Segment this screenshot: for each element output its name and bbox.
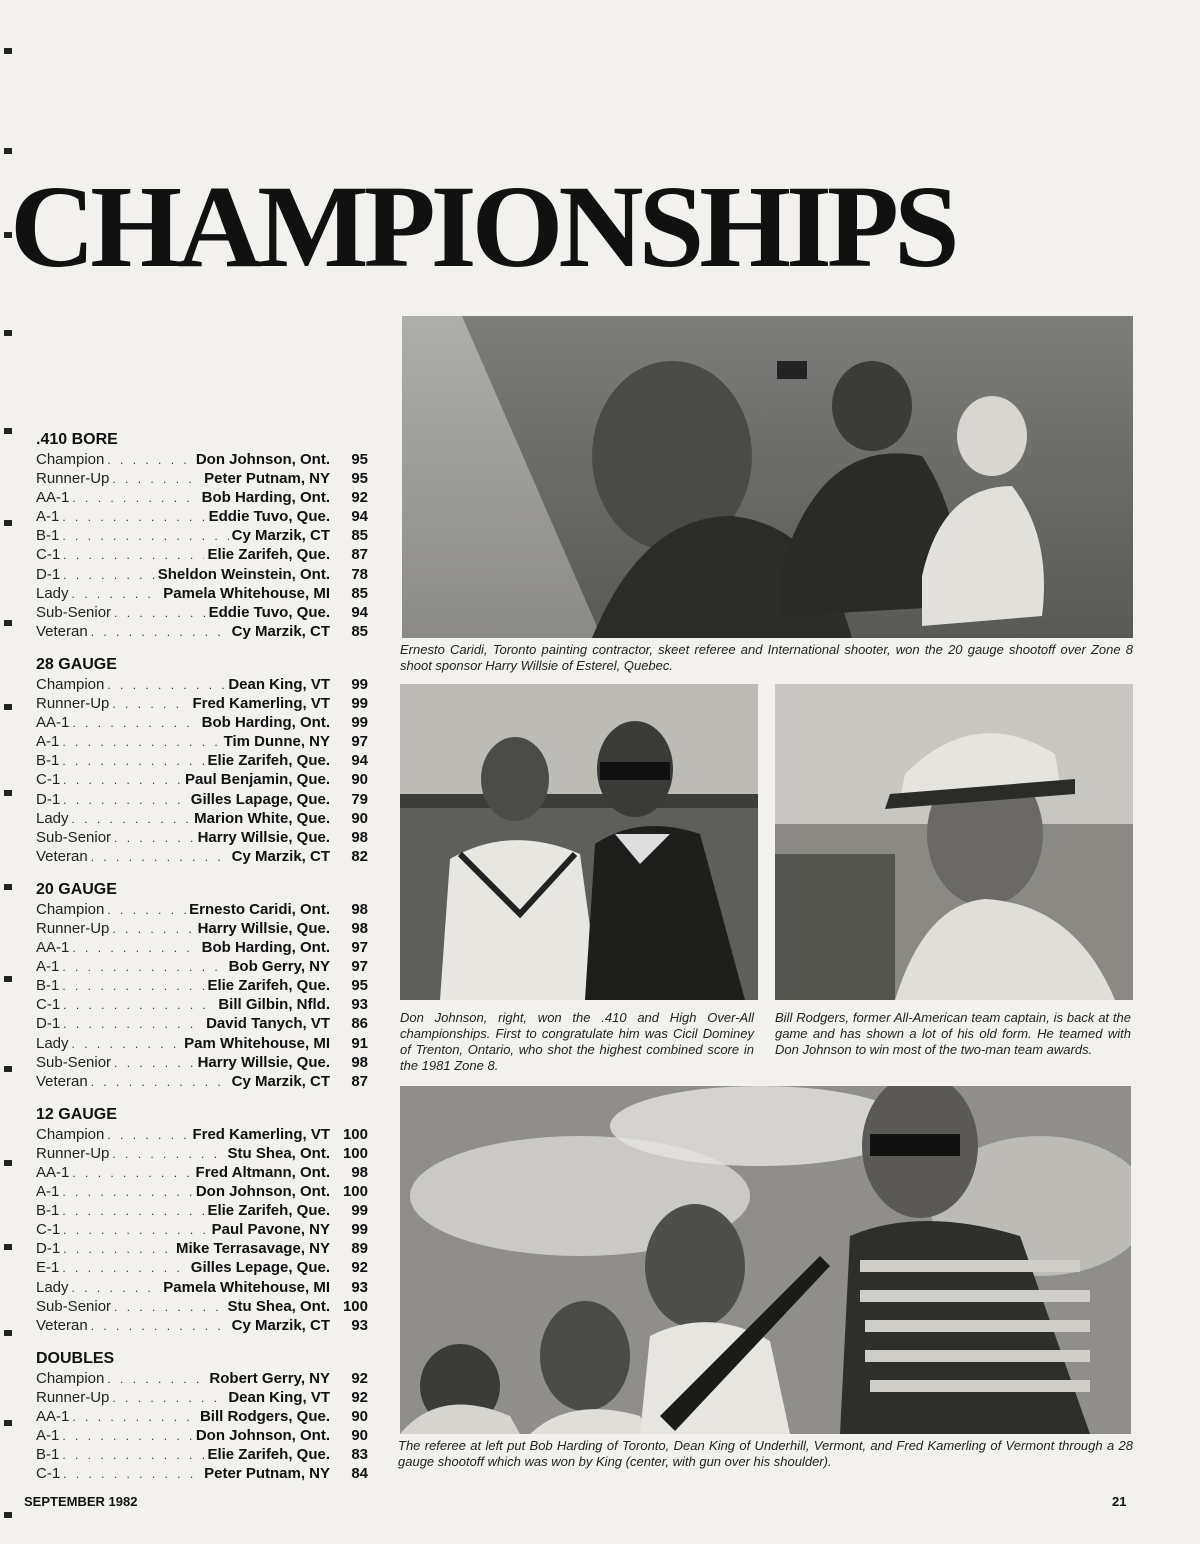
- photo-caridi-shootoff: [402, 316, 1133, 638]
- result-row: [36, 1297, 368, 1316]
- dot-leader: [72, 1279, 161, 1298]
- result-row: [36, 1464, 368, 1483]
- dot-leader: [112, 695, 189, 714]
- margin-mark: [4, 1160, 12, 1166]
- category-label: B-1: [36, 527, 60, 545]
- score: 99: [351, 714, 368, 732]
- score: 100: [342, 1125, 368, 1143]
- category-label: Sub-Senior: [36, 828, 112, 846]
- dot-leader: [112, 920, 194, 939]
- result-row: [36, 694, 368, 713]
- margin-mark: [4, 1330, 12, 1336]
- score: 90: [351, 1427, 368, 1445]
- winner-name: Paul Pavone, NY: [211, 1221, 330, 1239]
- result-row: [36, 603, 368, 622]
- winner-name: Cy Marzik, CT: [231, 1316, 330, 1334]
- dot-leader: [107, 1126, 189, 1145]
- winner-name: Dean King, VT: [228, 675, 330, 693]
- results-section: [36, 1105, 368, 1335]
- result-row: [36, 1125, 368, 1144]
- dot-leader: [72, 489, 198, 508]
- score: 99: [351, 675, 368, 693]
- result-row: [36, 584, 368, 603]
- winner-name: Elie Zarifeh, Que.: [207, 977, 330, 995]
- category-label: C-1: [36, 546, 61, 564]
- dot-leader: [62, 1427, 193, 1446]
- score: 95: [351, 451, 368, 468]
- category-label: A-1: [36, 733, 60, 751]
- score: 98: [351, 900, 368, 918]
- result-row: [36, 938, 368, 957]
- category-label: Veteran: [36, 1316, 88, 1334]
- winner-name: Bill Gilbin, Nfld.: [218, 996, 330, 1014]
- caption-johnson: Don Johnson, right, won the .410 and High Over-All championships. First to congratulate him was Cicil Dominey of Trenton, Ontario, who shot the highest combined score in the 1981 Zone 8.: [400, 1010, 754, 1073]
- dot-leader: [72, 1035, 182, 1054]
- margin-mark: [4, 976, 12, 982]
- section-title: 28 GAUGE: [36, 655, 117, 673]
- result-row: [36, 469, 368, 488]
- results-section: [36, 1349, 368, 1484]
- dot-leader: [107, 1370, 206, 1389]
- dot-leader: [114, 1054, 195, 1073]
- dot-leader: [91, 848, 229, 867]
- score: 86: [351, 1015, 368, 1033]
- result-row: [36, 488, 368, 507]
- score: 90: [351, 809, 368, 827]
- winner-name: Eddie Tuvo, Que.: [208, 603, 330, 621]
- category-label: B-1: [36, 1202, 60, 1220]
- result-row: [36, 1316, 368, 1335]
- score: 94: [351, 508, 368, 526]
- score: 92: [351, 1369, 368, 1387]
- dot-leader: [62, 1183, 193, 1202]
- margin-mark: [4, 1244, 12, 1250]
- score: 100: [342, 1183, 368, 1201]
- result-row: [36, 1445, 368, 1464]
- result-row: [36, 1388, 368, 1407]
- winner-name: Paul Benjamin, Que.: [184, 771, 330, 789]
- category-label: Lady: [36, 584, 69, 602]
- dot-leader: [91, 1317, 229, 1336]
- dot-leader: [63, 791, 188, 810]
- page-headline: CHAMPIONSHIPS: [10, 161, 955, 292]
- margin-mark: [4, 520, 12, 526]
- score: 87: [351, 546, 368, 564]
- category-label: Lady: [36, 809, 69, 827]
- category-label: B-1: [36, 977, 60, 995]
- score: 84: [351, 1465, 368, 1483]
- winner-name: Peter Putnam, NY: [204, 470, 330, 488]
- score: 98: [351, 919, 368, 937]
- margin-mark: [4, 1512, 12, 1518]
- category-label: C-1: [36, 1465, 61, 1483]
- winner-name: Marion White, Que.: [194, 809, 330, 827]
- category-label: Lady: [36, 1278, 69, 1296]
- category-label: AA-1: [36, 714, 70, 732]
- results-section: [36, 880, 368, 1091]
- category-label: Runner-Up: [36, 919, 110, 937]
- photo-rodgers: [775, 684, 1133, 1000]
- score: 93: [351, 1278, 368, 1296]
- dot-leader: [62, 1446, 204, 1465]
- dot-leader: [91, 623, 229, 642]
- winner-name: Pamela Whitehouse, MI: [163, 584, 330, 602]
- score: 98: [351, 1164, 368, 1181]
- section-title: 12 GAUGE: [36, 1105, 117, 1123]
- score: 91: [351, 1034, 368, 1052]
- score: 85: [351, 584, 368, 602]
- result-row: [36, 995, 368, 1014]
- result-row: [36, 675, 368, 694]
- result-row: [36, 1258, 368, 1277]
- dot-leader: [63, 771, 182, 790]
- winner-name: Dean King, VT: [228, 1388, 330, 1406]
- category-label: D-1: [36, 565, 61, 583]
- result-row: [36, 713, 368, 732]
- caption-caridi: Ernesto Caridi, Toronto painting contractor, skeet referee and International shooter, won the 20 gauge shootoff over Zone 8 shoot sponsor Harry Willsie of Esterel, Quebec.: [400, 642, 1133, 673]
- winner-name: Elie Zarifeh, Que.: [207, 1202, 330, 1220]
- category-label: Lady: [36, 1034, 69, 1052]
- winner-name: Cy Marzik, CT: [231, 1072, 330, 1090]
- result-row: [36, 507, 368, 526]
- results-section: [36, 430, 368, 641]
- dot-leader: [114, 829, 195, 848]
- result-row: [36, 1072, 368, 1091]
- dot-leader: [62, 977, 204, 996]
- score: 94: [351, 752, 368, 770]
- dot-leader: [63, 1015, 203, 1034]
- score: 79: [351, 790, 368, 808]
- winner-name: Don Johnson, Ont.: [195, 1427, 330, 1445]
- winner-name: Bob Harding, Ont.: [201, 714, 330, 732]
- score: 94: [351, 603, 368, 621]
- dot-leader: [62, 733, 220, 752]
- category-label: A-1: [36, 958, 60, 976]
- score: 100: [342, 1297, 368, 1315]
- winner-name: Gilles Lapage, Que.: [190, 790, 330, 808]
- dot-leader: [62, 527, 228, 546]
- winner-name: Pam Whitehouse, MI: [184, 1034, 330, 1052]
- winner-name: Robert Gerry, NY: [209, 1369, 330, 1387]
- winner-name: Fred Altmann, Ont.: [195, 1164, 330, 1181]
- dot-leader: [72, 714, 198, 733]
- score: 90: [351, 771, 368, 789]
- result-row: [36, 1239, 368, 1258]
- category-label: Champion: [36, 675, 105, 693]
- winner-name: Tim Dunne, NY: [223, 733, 330, 751]
- winner-name: Elie Zarifeh, Que.: [207, 546, 330, 564]
- score: 100: [342, 1144, 368, 1162]
- winner-name: Elie Zarifeh, Que.: [207, 752, 330, 770]
- footer-page-number: 21: [1112, 1494, 1127, 1509]
- winner-name: Sheldon Weinstein, Ont.: [157, 565, 330, 583]
- dot-leader: [63, 1465, 201, 1484]
- score: 93: [351, 1316, 368, 1334]
- result-row: [36, 809, 368, 828]
- photo-rodgers-image: [775, 684, 1133, 1000]
- category-label: Runner-Up: [36, 470, 110, 488]
- winner-name: Cy Marzik, CT: [231, 622, 330, 640]
- result-row: [36, 751, 368, 770]
- photo-28-gauge-shootoff-image: [400, 1086, 1131, 1434]
- result-row: [36, 622, 368, 641]
- dot-leader: [72, 1408, 197, 1427]
- caption-shootoff: The referee at left put Bob Harding of Toronto, Dean King of Underhill, Vermont, and Fred Kamerling of Vermont through a 28 gauge shootoff which was won by King (center, with gun over his shoulder).: [398, 1438, 1133, 1469]
- category-label: D-1: [36, 790, 61, 808]
- score: 87: [351, 1072, 368, 1090]
- dot-leader: [63, 1221, 208, 1240]
- result-row: [36, 976, 368, 995]
- winner-name: Cy Marzik, CT: [231, 527, 330, 545]
- score: 89: [351, 1240, 368, 1258]
- dot-leader: [62, 1202, 204, 1221]
- result-row: [36, 732, 368, 751]
- winner-name: Don Johnson, Ont.: [195, 451, 330, 468]
- score: 83: [351, 1446, 368, 1464]
- result-row: [36, 1201, 368, 1220]
- category-label: Champion: [36, 1125, 105, 1143]
- section-title: .410 BORE: [36, 431, 118, 448]
- result-row: [36, 1369, 368, 1388]
- section-title: 20 GAUGE: [36, 880, 117, 898]
- dot-leader: [63, 546, 204, 565]
- margin-mark: [4, 1066, 12, 1072]
- winner-name: Elie Zarifeh, Que.: [207, 1446, 330, 1464]
- dot-leader: [114, 1298, 224, 1317]
- result-row: [36, 526, 368, 545]
- dot-leader: [72, 810, 192, 829]
- margin-mark: [4, 704, 12, 710]
- result-row: [36, 1426, 368, 1445]
- result-row: [36, 565, 368, 584]
- photo-johnson-dominey-image: [400, 684, 758, 1000]
- result-row: [36, 450, 368, 469]
- dot-leader: [62, 752, 204, 771]
- category-label: Runner-Up: [36, 1144, 110, 1162]
- result-row: [36, 1220, 368, 1239]
- category-label: Sub-Senior: [36, 603, 112, 621]
- category-label: Champion: [36, 451, 105, 468]
- category-label: Champion: [36, 1369, 105, 1387]
- winner-name: Eddie Tuvo, Que.: [208, 508, 330, 526]
- score: 97: [351, 939, 368, 957]
- result-row: [36, 1144, 368, 1163]
- dot-leader: [114, 604, 206, 623]
- category-label: D-1: [36, 1240, 61, 1258]
- category-label: C-1: [36, 1221, 61, 1239]
- winner-name: Harry Willsie, Que.: [197, 1053, 330, 1071]
- winner-name: Pamela Whitehouse, MI: [163, 1278, 330, 1296]
- dot-leader: [112, 470, 201, 489]
- winner-name: Harry Willsie, Que.: [197, 828, 330, 846]
- category-label: AA-1: [36, 489, 70, 507]
- result-row: [36, 957, 368, 976]
- winner-name: Mike Terrasavage, NY: [176, 1240, 330, 1258]
- dot-leader: [107, 901, 186, 920]
- dot-leader: [112, 1145, 224, 1164]
- category-label: E-1: [36, 1259, 60, 1277]
- score: 99: [351, 695, 368, 713]
- results-section: [36, 655, 368, 866]
- dot-leader: [63, 996, 215, 1015]
- score: 85: [351, 527, 368, 545]
- category-label: C-1: [36, 771, 61, 789]
- margin-mark: [4, 148, 12, 154]
- dot-leader: [72, 1164, 192, 1183]
- margin-mark: [4, 330, 12, 336]
- dot-leader: [72, 585, 161, 604]
- result-row: [36, 847, 368, 866]
- category-label: Champion: [36, 900, 105, 918]
- category-label: B-1: [36, 752, 60, 770]
- category-label: Sub-Senior: [36, 1297, 112, 1315]
- winner-name: Harry Willsie, Que.: [197, 919, 330, 937]
- dot-leader: [63, 1240, 173, 1259]
- winner-name: Stu Shea, Ont.: [227, 1297, 330, 1315]
- category-label: Veteran: [36, 847, 88, 865]
- margin-mark: [4, 884, 12, 890]
- winner-name: Gilles Lepage, Que.: [190, 1259, 330, 1277]
- dot-leader: [107, 676, 225, 695]
- result-row: [36, 1407, 368, 1426]
- score: 85: [351, 622, 368, 640]
- dot-leader: [72, 939, 198, 958]
- winner-name: Cy Marzik, CT: [231, 847, 330, 865]
- score: 95: [351, 977, 368, 995]
- dot-leader: [63, 566, 155, 585]
- score: 82: [351, 847, 368, 865]
- result-row: [36, 790, 368, 809]
- winner-name: Bob Harding, Ont.: [201, 489, 330, 507]
- score: 97: [351, 958, 368, 976]
- score: 92: [351, 1388, 368, 1406]
- result-row: [36, 1014, 368, 1033]
- category-label: Veteran: [36, 622, 88, 640]
- result-row: [36, 1182, 368, 1201]
- result-row: [36, 828, 368, 847]
- caption-rodgers: Bill Rodgers, former All-American team captain, is back at the game and has shown a lot of his old form. He teamed with Don Johnson to win most of the two-man team awards.: [775, 1010, 1131, 1057]
- margin-mark: [4, 790, 12, 796]
- result-row: [36, 770, 368, 789]
- photo-caridi-shootoff-image: [402, 316, 1133, 638]
- winner-name: Stu Shea, Ont.: [227, 1144, 330, 1162]
- score: 92: [351, 489, 368, 507]
- margin-mark: [4, 620, 12, 626]
- score: 97: [351, 733, 368, 751]
- result-row: [36, 919, 368, 938]
- margin-mark: [4, 1420, 12, 1426]
- score: 90: [351, 1408, 368, 1426]
- winner-name: Bob Gerry, NY: [228, 958, 330, 976]
- category-label: A-1: [36, 508, 60, 526]
- section-title: DOUBLES: [36, 1349, 115, 1367]
- category-label: Sub-Senior: [36, 1053, 112, 1071]
- result-row: [36, 545, 368, 564]
- winner-name: Peter Putnam, NY: [204, 1465, 330, 1483]
- score: 93: [351, 996, 368, 1014]
- photo-johnson-dominey: [400, 684, 758, 1000]
- dot-leader: [107, 451, 192, 470]
- category-label: AA-1: [36, 1164, 70, 1181]
- category-label: Veteran: [36, 1072, 88, 1090]
- footer-issue: SEPTEMBER 1982: [24, 1494, 138, 1509]
- winner-name: Bob Harding, Ont.: [201, 939, 330, 957]
- category-label: A-1: [36, 1427, 60, 1445]
- winner-name: Don Johnson, Ont.: [195, 1183, 330, 1201]
- score: 92: [351, 1259, 368, 1277]
- dot-leader: [112, 1389, 225, 1408]
- margin-mark: [4, 428, 12, 434]
- result-row: [36, 1034, 368, 1053]
- category-label: D-1: [36, 1015, 61, 1033]
- winner-name: Bill Rodgers, Que.: [199, 1408, 330, 1426]
- score: 98: [351, 828, 368, 846]
- results-column: [36, 430, 368, 1497]
- score: 98: [351, 1053, 368, 1071]
- category-label: C-1: [36, 996, 61, 1014]
- result-row: [36, 900, 368, 919]
- category-label: AA-1: [36, 939, 70, 957]
- result-row: [36, 1278, 368, 1297]
- category-label: Runner-Up: [36, 1388, 110, 1406]
- winner-name: Fred Kamerling, VT: [192, 695, 330, 713]
- photo-28-gauge-shootoff: [400, 1086, 1131, 1434]
- margin-mark: [4, 48, 12, 54]
- category-label: AA-1: [36, 1408, 70, 1426]
- dot-leader: [62, 1259, 187, 1278]
- dot-leader: [62, 958, 225, 977]
- score: 99: [351, 1221, 368, 1239]
- result-row: [36, 1053, 368, 1072]
- score: 78: [351, 565, 368, 583]
- score: 95: [351, 470, 368, 488]
- category-label: B-1: [36, 1446, 60, 1464]
- score: 99: [351, 1202, 368, 1220]
- category-label: Runner-Up: [36, 695, 110, 713]
- category-label: A-1: [36, 1183, 60, 1201]
- winner-name: Ernesto Caridi, Ont.: [189, 900, 330, 918]
- dot-leader: [62, 508, 205, 527]
- result-row: [36, 1163, 368, 1182]
- winner-name: Fred Kamerling, VT: [192, 1125, 330, 1143]
- winner-name: David Tanych, VT: [206, 1015, 330, 1033]
- dot-leader: [91, 1073, 229, 1092]
